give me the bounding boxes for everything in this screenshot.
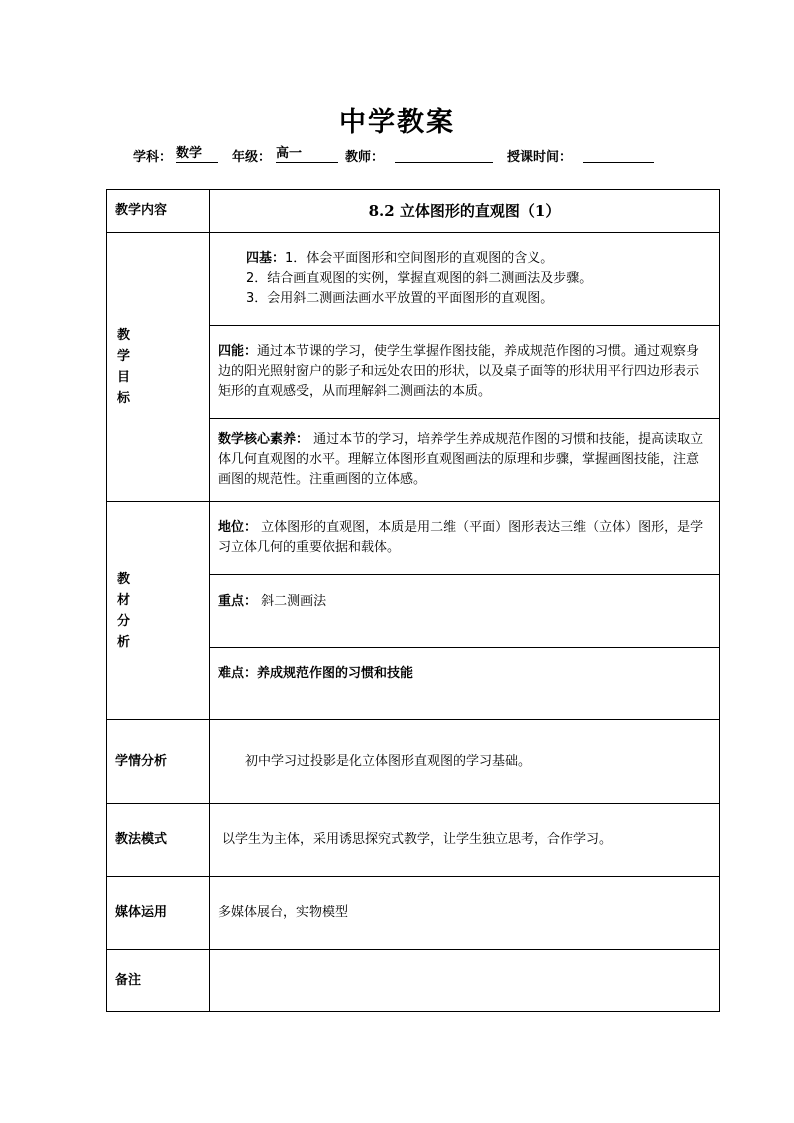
position-head: 地位： — [218, 520, 258, 535]
goals-label-char: 学 — [117, 349, 131, 364]
goals-label-char: 目 — [117, 370, 131, 385]
core-text: 通过本节的学习，培养学生养成规范作图的习惯和技能，提高读取立体几何直观图的水平。理解立体图形直观图画法的原理和步骤，掌握画图技能，注意画图的规范性。注重画图的立体感。 — [218, 432, 704, 487]
students-cell — [210, 720, 720, 804]
siji-item: 3．会用斜二测画法画水平放置的平面图形的直观图。 — [246, 291, 554, 306]
sineng-cell — [210, 326, 720, 419]
material-label-char: 分 — [117, 613, 131, 629]
key-cell — [210, 575, 720, 648]
goals-label-char: 标 — [117, 391, 131, 406]
row-material-position — [107, 502, 720, 575]
media-label: 媒体运用 — [107, 877, 210, 950]
siji-cell — [210, 233, 720, 326]
material-label-char: 析 — [117, 634, 131, 650]
students-text: 初中学习过投影是化立体图形直观图的学习基础。 — [245, 753, 532, 769]
method-label: 教法模式 — [107, 804, 210, 877]
subject-label: 学科： — [133, 150, 173, 165]
method-cell — [210, 804, 720, 877]
row-notes — [107, 950, 720, 1012]
position-text: 立体图形的直观图，本质是用二维（平面）图形表达三维（立体）图形，是学习立体几何的重要依据和载体。 — [218, 520, 704, 555]
key-text: 斜二测画法 — [257, 594, 327, 609]
media-cell — [210, 877, 720, 950]
difficulty-text: 难点：养成规范作图的习惯和技能 — [218, 666, 414, 681]
difficulty-cell — [210, 648, 720, 720]
grade-label: 年级： — [232, 150, 272, 165]
lesson-plan-table — [106, 189, 720, 1012]
teacher-blank — [395, 146, 493, 163]
subject-value: 数学 — [176, 146, 218, 163]
row-students — [107, 720, 720, 804]
time-blank — [583, 146, 654, 163]
students-label: 学情分析 — [107, 720, 210, 804]
notes-label: 备注 — [107, 950, 210, 1012]
material-label-char: 材 — [117, 592, 131, 608]
row-goals-siji — [107, 233, 720, 326]
content-value: 8.2 立体图形的直观图（1） — [210, 190, 720, 233]
media-text: 多媒体展台，实物模型 — [218, 905, 349, 920]
page-title: 中学教案 — [339, 107, 455, 138]
key-head: 重点： — [218, 594, 258, 609]
sineng-text: 通过本节课的学习，使学生掌握作图技能，养成规范作图的习惯。通过观察身边的阳光照射窗户的影子和远处农田的形状，以及桌子面等的形状用平行四边形表示矩形的直观感受，从而理解斜二测画法的本质。 — [218, 344, 700, 399]
core-head: 数学核心素养： — [218, 432, 310, 447]
row-method — [107, 804, 720, 877]
siji-head: 四基： — [246, 251, 286, 266]
row-content — [107, 190, 720, 233]
core-cell — [210, 419, 720, 502]
teacher-label: 教师： — [345, 150, 385, 165]
method-text: 以学生为主体，采用诱思探究式教学，让学生独立思考，合作学习。 — [222, 832, 613, 847]
goals-label — [107, 233, 210, 502]
sineng-head: 四能： — [218, 344, 258, 359]
siji-item: 1．体会平面图形和空间图形的直观图的含义。 — [285, 251, 554, 266]
content-label: 教学内容 — [107, 190, 210, 233]
time-label: 授课时间： — [507, 150, 573, 165]
position-cell — [210, 502, 720, 575]
goals-label-char: 教 — [117, 328, 131, 343]
grade-value: 高一 — [276, 146, 338, 163]
material-label-char: 教 — [117, 571, 131, 587]
row-media — [107, 877, 720, 950]
material-label — [107, 502, 210, 720]
notes-cell — [210, 950, 720, 1012]
siji-item: 2．结合画直观图的实例，掌握直观图的斜二测画法及步骤。 — [246, 271, 593, 286]
